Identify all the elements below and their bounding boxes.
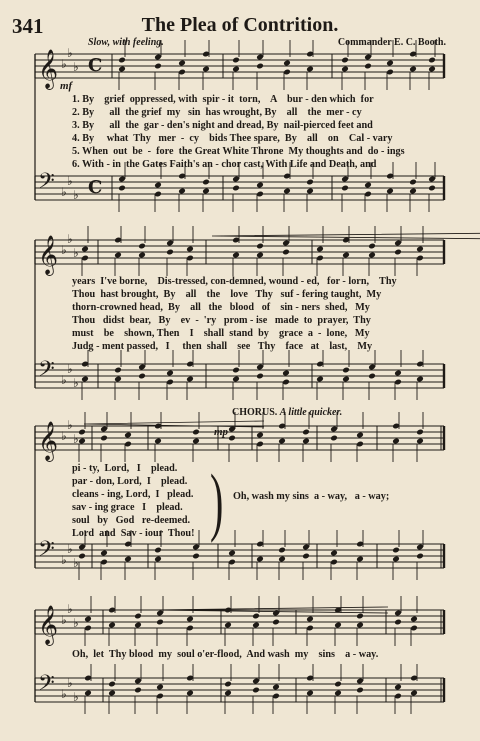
svg-text:♭: ♭ (67, 174, 73, 188)
svg-text:♭: ♭ (73, 432, 79, 446)
svg-text:♭: ♭ (61, 243, 67, 257)
verse-1-line-1: 1. By grief oppressed, with spir - it torn, A bur - den which for (72, 94, 374, 105)
svg-text:♭: ♭ (61, 613, 67, 627)
svg-text:♭: ♭ (61, 687, 67, 701)
svg-text:𝄢: 𝄢 (38, 357, 55, 387)
verse-brace: ) (210, 458, 224, 544)
hymn-title: The Plea of Contrition. (141, 14, 339, 36)
verses-line-1 (72, 93, 442, 171)
svg-text:♭: ♭ (73, 188, 79, 202)
svg-text:♭: ♭ (73, 616, 79, 630)
verse-1-line-3: pi - ty, Lord, I plead. (72, 463, 178, 474)
staff-3 (35, 226, 444, 276)
svg-text:𝄞: 𝄞 (38, 421, 59, 461)
svg-text:♭: ♭ (61, 57, 67, 71)
svg-text:♭: ♭ (73, 376, 79, 390)
chorus-line-1: Oh, wash my sins a - way, a - way; (233, 491, 390, 502)
hymn-number: 341 (12, 14, 44, 38)
svg-text:♭: ♭ (67, 418, 73, 432)
verse-5-line-1: 5. When out be - fore the Great White Throne My thoughts and do - ings (72, 146, 405, 157)
svg-text:♭: ♭ (73, 556, 79, 570)
svg-text:♭: ♭ (67, 362, 73, 376)
verse-4-line-3: sav - ing grace I plead. (72, 502, 183, 513)
composer-credit: Commander E. C. Booth. (337, 37, 446, 48)
svg-text:𝄢: 𝄢 (38, 671, 55, 701)
svg-text:♭: ♭ (67, 542, 73, 556)
staff-8 (35, 610, 444, 714)
staff-5 (35, 412, 444, 462)
svg-text:♭: ♭ (61, 373, 67, 387)
verse-6-line-3: Lord and Sav - iour Thou! (72, 528, 195, 539)
verse-3-line-2: thorn-crowned head, By all the blood of sin - ners shed, My (72, 302, 370, 313)
svg-text:♭: ♭ (67, 676, 73, 690)
time-signature: C (88, 55, 103, 76)
chorus-heading (232, 407, 342, 418)
chorus-line-2: Oh, let Thy blood my soul o'er-flood, And wash my sins a - way. (72, 649, 379, 660)
svg-text:♭: ♭ (73, 60, 79, 74)
verse-5-line-2: must be shown, Then I shall stand by grace a - lone, My (72, 328, 370, 339)
svg-text:𝄢: 𝄢 (38, 537, 55, 567)
svg-text:♭: ♭ (61, 553, 67, 567)
verse-4-line-2: Thou didst bear, By ev - 'ry prom - ise made to prayer, Thy (72, 315, 371, 326)
svg-text:𝄞: 𝄞 (38, 49, 59, 89)
verse-2-line-1: 2. By all the grief my sin has wrought, By all the mer - cy (72, 107, 362, 118)
svg-text:♭: ♭ (61, 185, 67, 199)
svg-text:𝄞: 𝄞 (38, 605, 59, 645)
svg-text:♭: ♭ (61, 429, 67, 443)
dynamic-mf: mf (60, 80, 73, 92)
tempo-marking: Slow, with feeling. (88, 37, 164, 48)
svg-text:𝄢: 𝄢 (38, 169, 55, 199)
dynamic-mp: mp (214, 426, 229, 438)
staff-7 (35, 596, 444, 646)
verse-4-line-1: 4. By what Thy mer - cy bids Thee spare, By all on Cal - vary (72, 133, 393, 144)
chorus-tempo: A little quicker. (279, 407, 343, 418)
svg-text:𝄞: 𝄞 (38, 235, 59, 275)
time-signature: C (88, 177, 103, 198)
verse-1-line-2: years I've borne, Dis-tressed, con-demned, wound - ed, for - lorn, Thy (72, 276, 397, 287)
verse-2-line-2: Thou hast brought, By all the love Thy suf - fering taught, My (72, 289, 382, 300)
verse-6-line-2: Judg - ment passed, I then shall see Thy face at last, My (72, 341, 373, 352)
svg-text:♭: ♭ (67, 46, 73, 60)
svg-text:♭: ♭ (73, 246, 79, 260)
svg-text:♭: ♭ (67, 232, 73, 246)
verses-line-2 (72, 275, 442, 353)
verse-5-line-3: soul by God re-deemed. (72, 515, 191, 526)
chorus-label: CHORUS. (232, 407, 278, 418)
verse-3-line-3: cleans - ing, Lord, I plead. (72, 489, 194, 500)
svg-text:♭: ♭ (67, 602, 73, 616)
verse-6-line-1: 6. With - in the Gates Faith's an - chor cast, With Life and Death, and (72, 159, 377, 170)
verse-2-line-3: par - don, Lord, I plead. (72, 476, 188, 487)
svg-text:♭: ♭ (73, 690, 79, 704)
verse-3-line-1: 3. By all the gar - den's night and dread, By nail-pierced feet and (72, 120, 373, 131)
verses-line-3 (72, 462, 194, 540)
